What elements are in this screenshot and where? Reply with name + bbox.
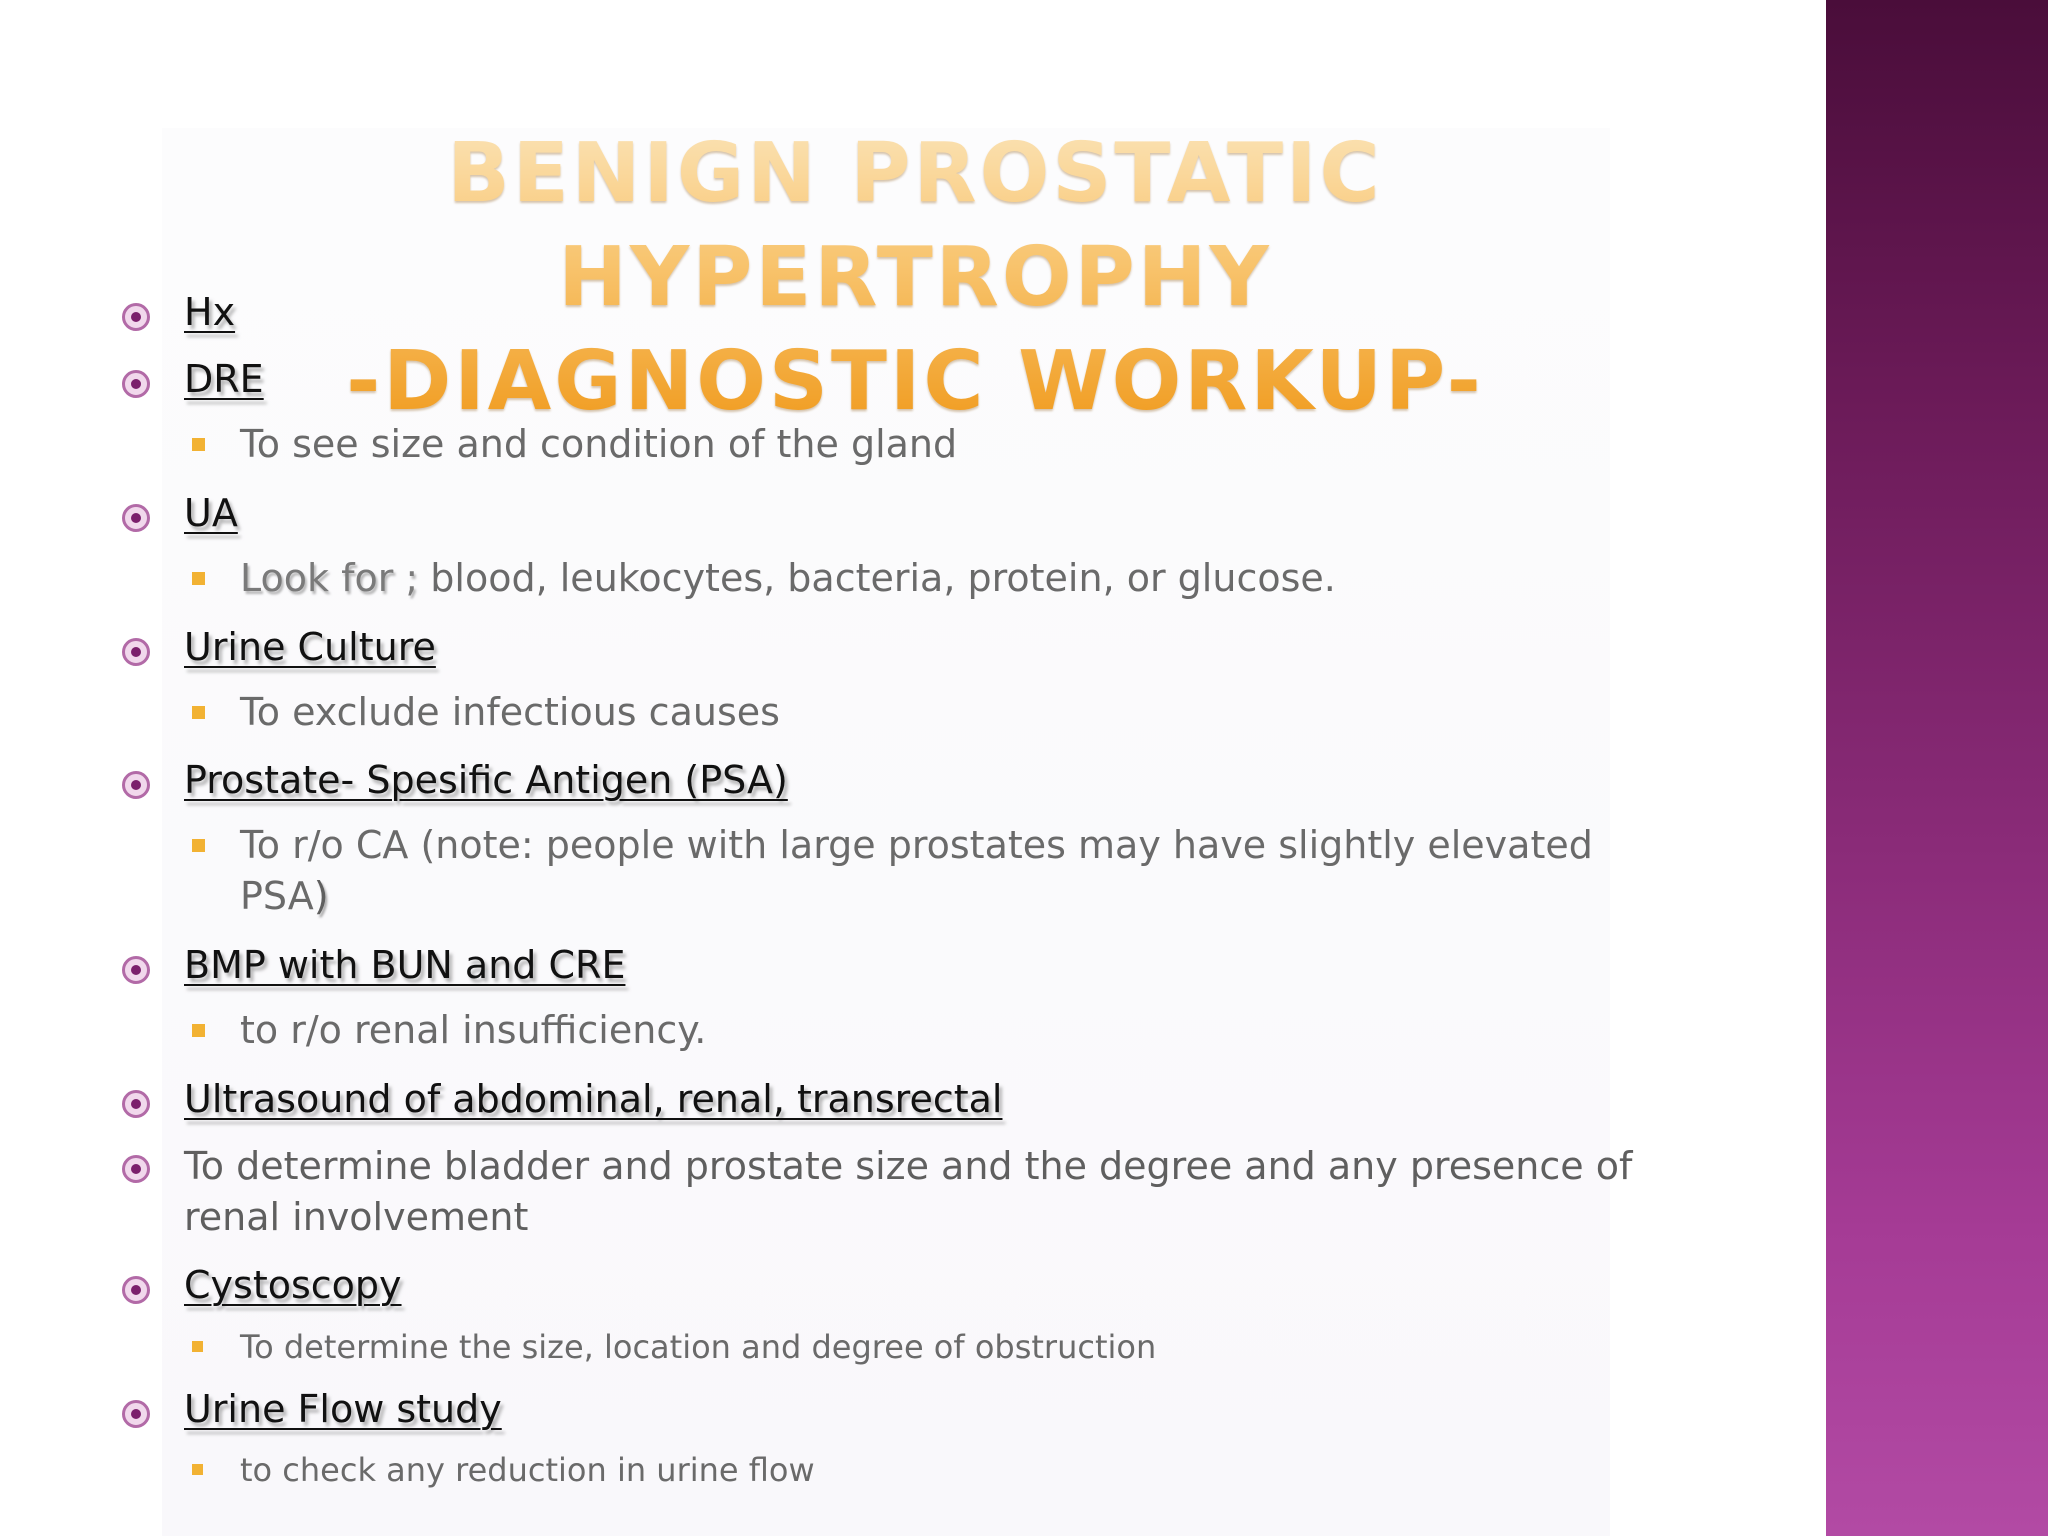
square-bullet-icon <box>192 839 205 852</box>
slide-title <box>200 122 1630 434</box>
square-bullet-icon <box>192 438 205 451</box>
target-bullet-icon <box>122 771 150 799</box>
sub-text-ua <box>240 553 1640 604</box>
target-bullet-icon <box>122 1400 150 1428</box>
heading-bmp: BMP with BUN and CRE <box>184 943 626 987</box>
decorative-side-band <box>1826 0 2048 1536</box>
target-bullet-icon <box>122 370 150 398</box>
psa-note-paren: ) <box>313 874 329 918</box>
title-line-2: -DIAGNOSTIC WORKUP- <box>346 334 1484 429</box>
sub-text-psa <box>240 820 1640 922</box>
sub-text-bmp: to r/o renal insufficiency. <box>240 1008 707 1052</box>
target-bullet-icon <box>122 1090 150 1118</box>
heading-cystoscopy: Cystoscopy <box>184 1263 402 1307</box>
heading-ultrasound: Ultrasound of abdominal, renal, transrectal <box>184 1077 1003 1121</box>
sub-text-dre: To see size and condition of the gland <box>240 422 958 466</box>
determine-line-2: renal involvement <box>184 1195 529 1239</box>
sub-text-cystoscopy: To determine the size, location and degree of obstruction <box>240 1328 1157 1366</box>
target-bullet-icon <box>122 1155 150 1183</box>
sub-text-urine-culture: To exclude infectious causes <box>240 690 780 734</box>
target-bullet-icon <box>122 956 150 984</box>
square-bullet-icon <box>192 706 205 719</box>
look-for-details: blood, leukocytes, bacteria, protein, or glucose. <box>418 556 1336 600</box>
psa-note-line-2: PSA <box>240 874 314 918</box>
heading-psa: Prostate- Spesific Antigen (PSA) <box>184 758 788 802</box>
text-determine <box>184 1141 1684 1243</box>
heading-ua: UA <box>184 491 238 535</box>
square-bullet-icon <box>192 1341 203 1352</box>
heading-hx: Hx <box>184 290 236 334</box>
sub-text-urine-flow: to check any reduction in urine flow <box>240 1451 815 1489</box>
heading-dre: DRE <box>184 357 264 401</box>
target-bullet-icon <box>122 504 150 532</box>
heading-urine-culture: Urine Culture <box>184 625 436 669</box>
target-bullet-icon <box>122 303 150 331</box>
target-bullet-icon <box>122 1276 150 1304</box>
look-for-label: Look for ; <box>240 556 419 600</box>
psa-note-line-1: To r/o CA (note: people with large prostates may have slightly elevated <box>240 823 1593 867</box>
determine-line-1: To determine bladder and prostate size and the degree and any presence of <box>184 1144 1633 1188</box>
square-bullet-icon <box>192 1024 205 1037</box>
heading-urine-flow: Urine Flow study <box>184 1387 502 1431</box>
square-bullet-icon <box>192 1464 203 1475</box>
title-line-1: BENIGN PROSTATIC HYPERTROPHY <box>447 126 1383 325</box>
target-bullet-icon <box>122 638 150 666</box>
square-bullet-icon <box>192 572 205 585</box>
